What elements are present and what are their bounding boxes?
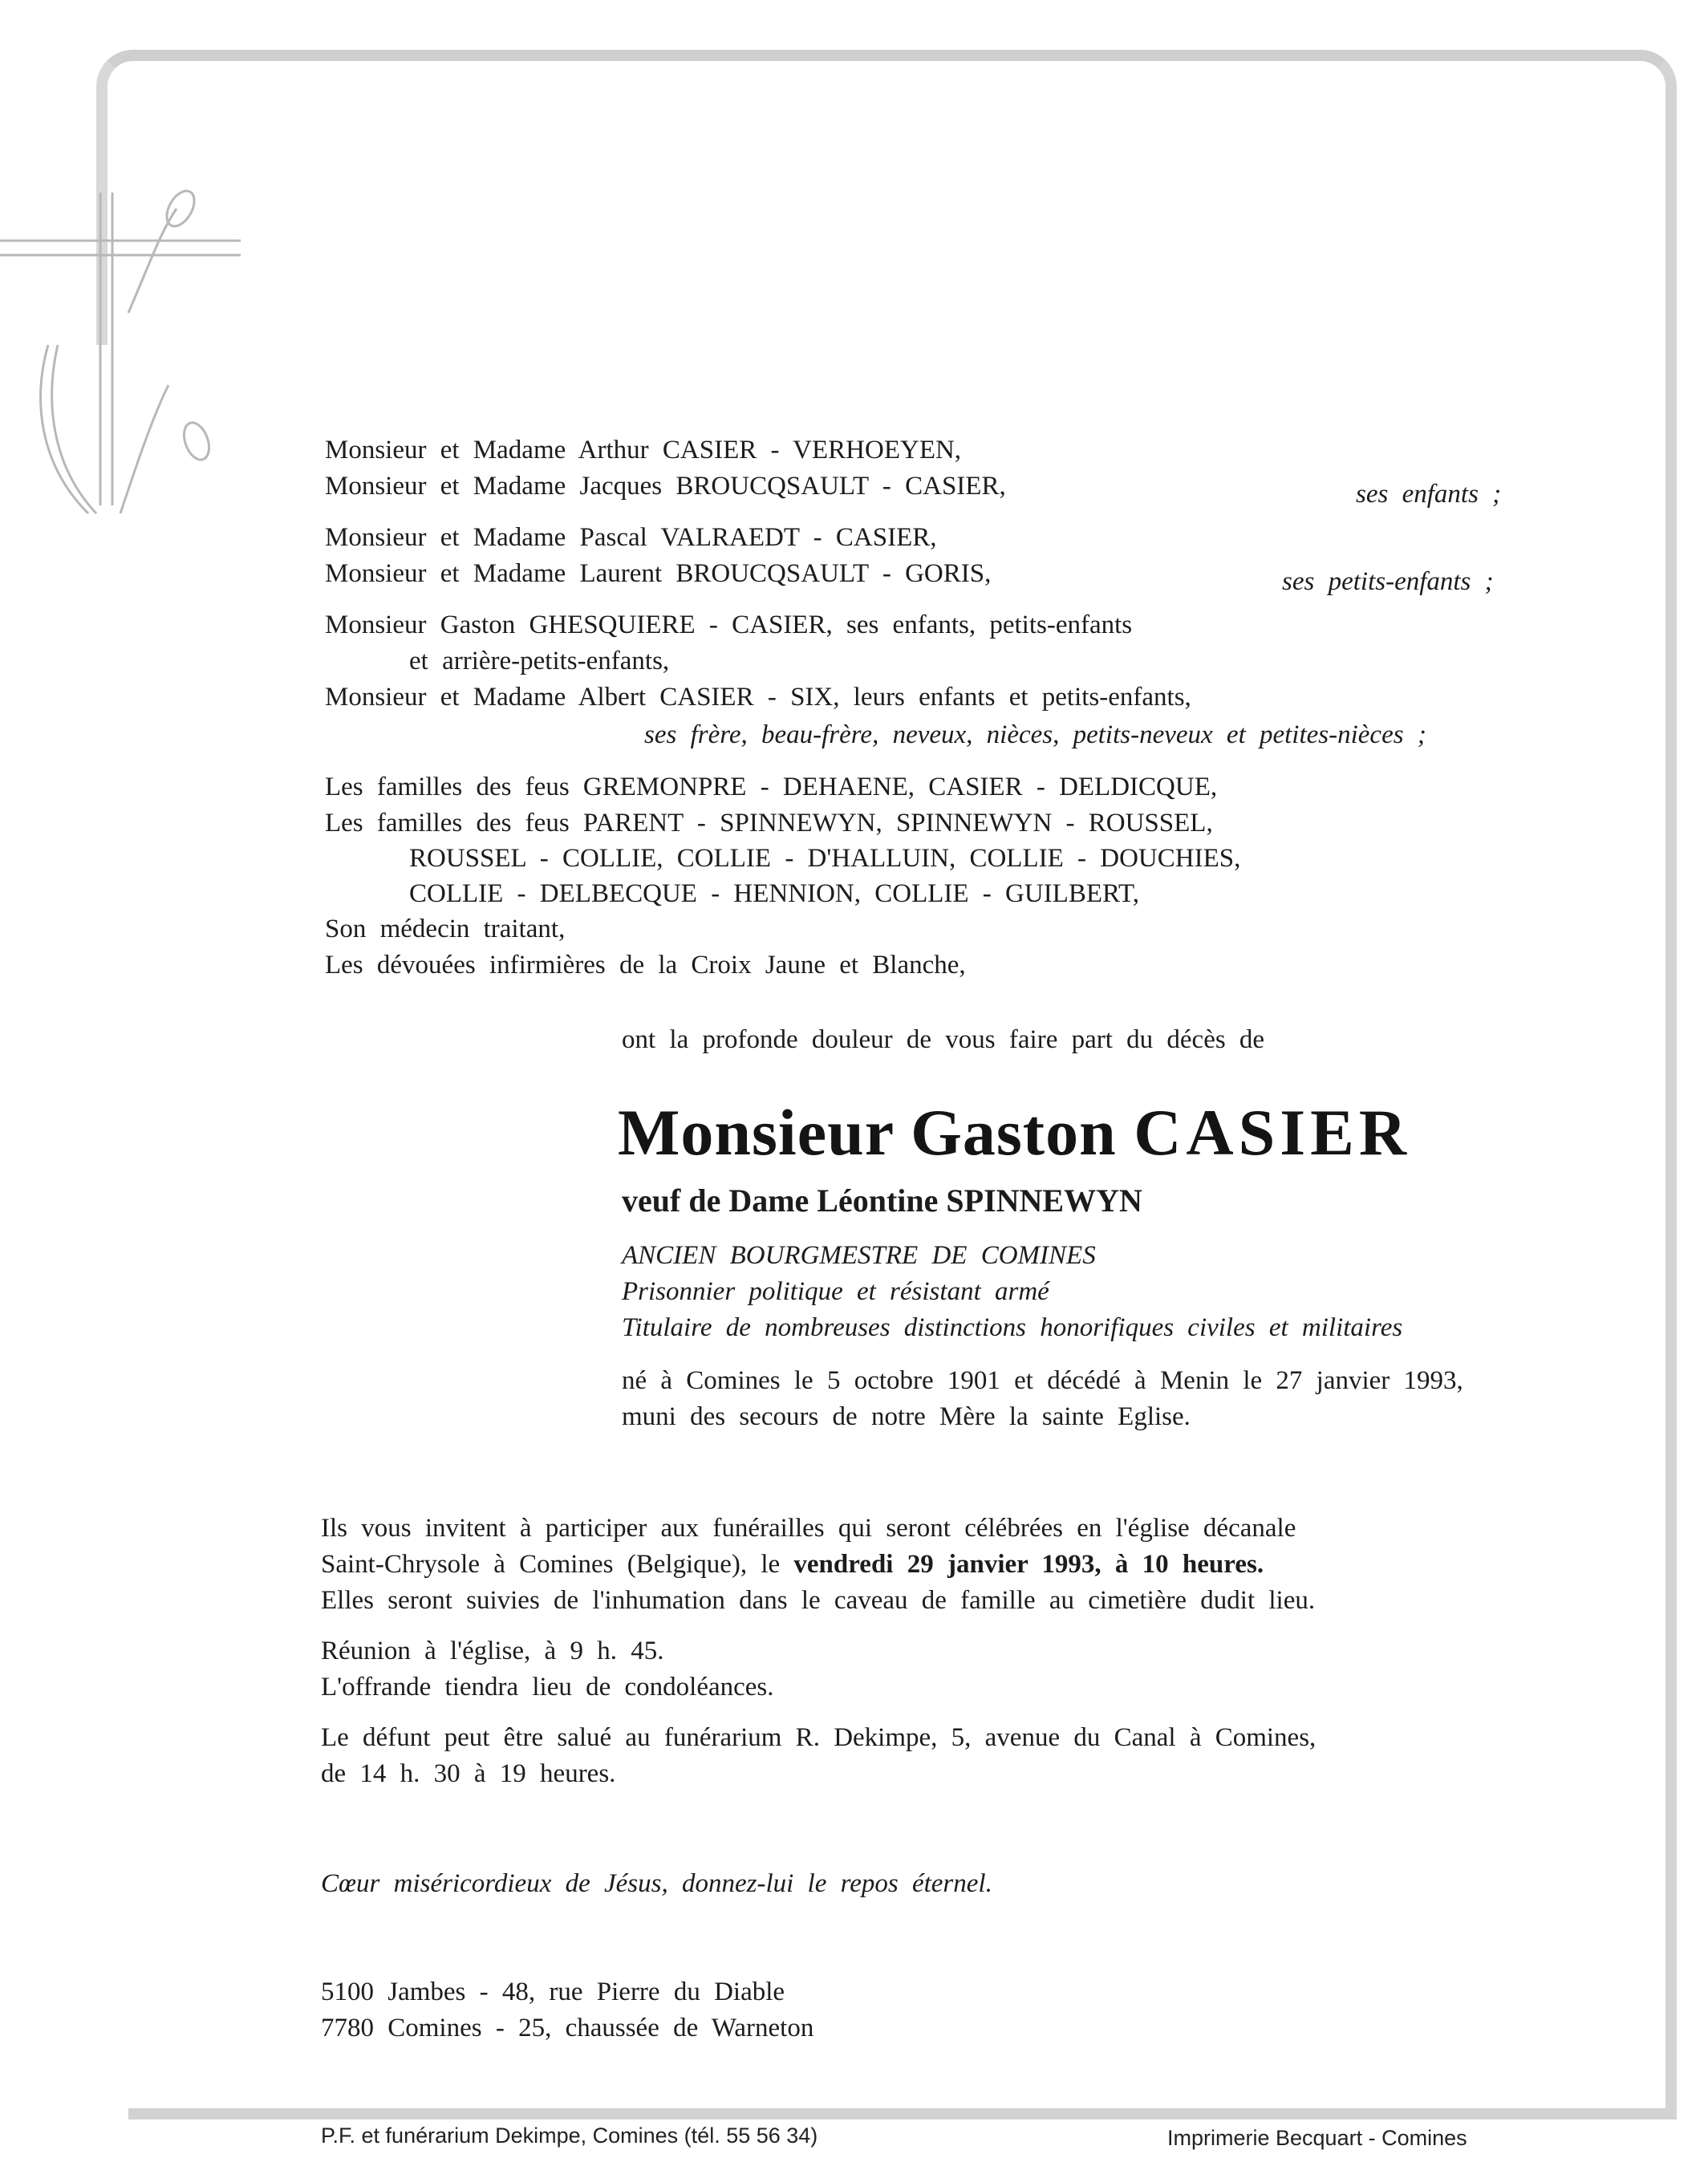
- funeral-line: Elles seront suivies de l'inhumation dans le caveau de famille au cimetière dudit lieu.: [321, 1586, 1316, 1615]
- family-line: et arrière-petits-enfants,: [409, 647, 670, 675]
- deceased-name-prefix: Monsieur Gaston: [618, 1096, 1117, 1169]
- relation-label: ses enfants ;: [1356, 480, 1502, 509]
- cross-wheat-ornament-icon: [0, 160, 241, 521]
- family-line: ROUSSEL - COLLIE, COLLIE - D'HALLUIN, COLLIE - DOUCHIES,: [409, 844, 1241, 873]
- dates-line: né à Comines le 5 octobre 1901 et décédé à Menin le 27 janvier 1993,: [622, 1366, 1463, 1395]
- family-line: COLLIE - DELBECQUE - HENNION, COLLIE - GUILBERT,: [409, 879, 1139, 908]
- family-line: Son médecin traitant,: [325, 915, 566, 943]
- relation-label: ses petits-enfants ;: [1282, 567, 1494, 596]
- title-line: Titulaire de nombreuses distinctions honorifiques civiles et militaires: [622, 1313, 1403, 1342]
- funeral-home-footer: P.F. et funérarium Dekimpe, Comines (tél. 55 56 34): [321, 2123, 818, 2148]
- meeting-line: Réunion à l'église, à 9 h. 45.: [321, 1637, 664, 1665]
- funeral-line: [321, 1550, 1264, 1580]
- family-line: Monsieur et Madame Jacques BROUCQSAULT - CASIER,: [325, 472, 1006, 501]
- deceased-name: [618, 1095, 1411, 1170]
- family-line: Monsieur et Madame Pascal VALRAEDT - CASIER,: [325, 523, 937, 552]
- family-line: Monsieur et Madame Laurent BROUCQSAULT - GORIS,: [325, 559, 992, 588]
- family-line: Les familles des feus GREMONPRE - DEHAENE, CASIER - DELDICQUE,: [325, 773, 1218, 801]
- frame-gap: [80, 345, 128, 2142]
- family-line: Monsieur et Madame Albert CASIER - SIX, leurs enfants et petits-enfants,: [325, 683, 1191, 712]
- relation-label: ses frère, beau-frère, neveux, nièces, petits-neveux et petites-nièces ;: [644, 720, 1426, 749]
- printer-footer: Imprimerie Becquart - Comines: [1167, 2126, 1467, 2150]
- dates-line: muni des secours de notre Mère la sainte Eglise.: [622, 1402, 1191, 1431]
- page-border-frame: [96, 50, 1677, 2119]
- widower-line: veuf de Dame Léontine SPINNEWYN: [622, 1182, 1142, 1219]
- deceased-surname: CASIER: [1134, 1096, 1412, 1169]
- family-line: Monsieur et Madame Arthur CASIER - VERHOEYEN,: [325, 436, 962, 464]
- viewing-line: Le défunt peut être salué au funérarium R. Dekimpe, 5, avenue du Canal à Comines,: [321, 1723, 1316, 1752]
- address-line: 7780 Comines - 25, chaussée de Warneton: [321, 2014, 814, 2042]
- announcement-text: ont la profonde douleur de vous faire part du décès de: [622, 1025, 1265, 1054]
- family-line: Les familles des feus PARENT - SPINNEWYN, SPINNEWYN - ROUSSEL,: [325, 809, 1213, 838]
- title-line: Prisonnier politique et résistant armé: [622, 1277, 1049, 1306]
- title-line: ANCIEN BOURGMESTRE DE COMINES: [622, 1241, 1096, 1270]
- funeral-line: Ils vous invitent à participer aux funérailles qui seront célébrées en l'église décanale: [321, 1514, 1296, 1543]
- address-line: 5100 Jambes - 48, rue Pierre du Diable: [321, 1977, 785, 2006]
- funeral-line-start: Saint-Chrysole à Comines (Belgique), le: [321, 1550, 794, 1579]
- viewing-line: de 14 h. 30 à 19 heures.: [321, 1759, 616, 1788]
- family-line: Monsieur Gaston GHESQUIERE - CASIER, ses enfants, petits-enfants: [325, 610, 1133, 639]
- funeral-date: vendredi 29 janvier 1993, à 10 heures.: [793, 1550, 1264, 1579]
- family-line: Les dévouées infirmières de la Croix Jaune et Blanche,: [325, 951, 966, 980]
- prayer-line: Cœur miséricordieux de Jésus, donnez-lui le repos éternel.: [321, 1869, 992, 1898]
- offering-line: L'offrande tiendra lieu de condoléances.: [321, 1673, 774, 1702]
